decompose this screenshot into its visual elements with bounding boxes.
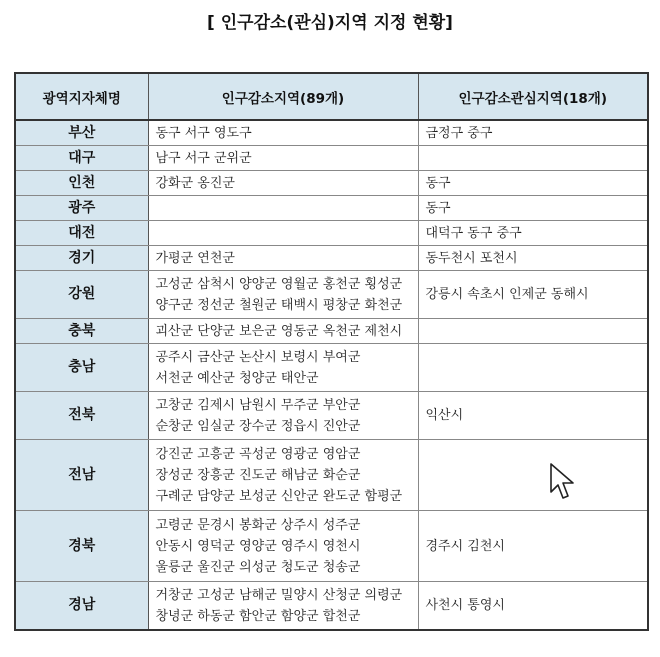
region-name-cell: 경북 [15,511,148,582]
interest-areas-cell [418,319,648,344]
decline-area-line: 창녕군 하동군 함안군 함양군 합천군 [155,608,361,624]
table-row [15,582,648,631]
table-row [15,221,648,246]
table-row [15,196,648,221]
interest-areas-cell: 동구 [418,196,648,221]
table-row [15,319,648,344]
interest-areas-cell: 대덕구 동구 중구 [418,221,648,246]
region-name-cell: 광주 [15,196,148,221]
table-row [15,392,648,440]
mouse-pointer-icon [549,462,577,502]
region-name-cell: 경기 [15,246,148,271]
region-name-cell: 전남 [15,440,148,511]
interest-areas-cell: 동구 [418,171,648,196]
decline-area-line: 순창군 임실군 장수군 정읍시 진안군 [155,418,361,434]
decline-area-line: 강진군 고흥군 곡성군 영광군 영암군 [155,446,361,462]
decline-areas-cell [148,146,418,171]
table-row [15,171,648,196]
decline-areas-cell [148,171,418,196]
decline-areas-cell [148,440,418,511]
decline-area-line: 가평군 연천군 [155,250,235,266]
decline-area-line: 구례군 담양군 보성군 신안군 완도군 함평군 [155,488,403,504]
interest-areas-cell: 익산시 [418,392,648,440]
interest-areas-cell: 경주시 김천시 [418,511,648,582]
decline-area-line: 괴산군 단양군 보은군 영동군 옥천군 제천시 [155,323,403,339]
header-region: 광역지자체명 [15,73,148,120]
decline-areas-cell [148,582,418,631]
page-title: [ 인구감소(관심)지역 지정 현황] [207,13,453,33]
decline-area-line: 울릉군 울진군 의성군 청도군 청송군 [155,559,361,575]
interest-areas-cell [418,146,648,171]
interest-areas-cell [418,440,648,511]
region-designation-table [14,72,649,631]
decline-area-line: 양구군 정선군 철원군 태백시 평창군 화천군 [155,297,403,313]
decline-areas-cell [148,344,418,392]
decline-area-line: 남구 서구 군위군 [155,150,252,166]
decline-areas-cell [148,221,418,246]
decline-areas-cell [148,246,418,271]
decline-areas-cell [148,319,418,344]
table-row [15,146,648,171]
table-row [15,344,648,392]
region-name-cell: 부산 [15,120,148,146]
region-name-cell: 강원 [15,271,148,319]
region-name-cell: 대구 [15,146,148,171]
decline-area-line: 강화군 옹진군 [155,175,235,191]
header-interest: 인구감소관심지역(18개) [418,73,648,120]
decline-area-line: 안동시 영덕군 영양군 영주시 영천시 [155,538,361,554]
table-row [15,271,648,319]
decline-area-line: 고창군 김제시 남원시 무주군 부안군 [155,397,361,413]
table-row [15,246,648,271]
region-name-cell: 충남 [15,344,148,392]
decline-areas-cell [148,392,418,440]
decline-area-line: 동구 서구 영도구 [155,125,252,141]
table-header-row [15,73,648,120]
interest-areas-cell: 금정구 중구 [418,120,648,146]
decline-area-line: 서천군 예산군 청양군 태안군 [155,370,319,386]
interest-areas-cell: 동두천시 포천시 [418,246,648,271]
header-decline: 인구감소지역(89개) [148,73,418,120]
decline-areas-cell [148,511,418,582]
table-row [15,120,648,146]
interest-areas-cell: 강릉시 속초시 인제군 동해시 [418,271,648,319]
region-name-cell: 경남 [15,582,148,631]
region-name-cell: 전북 [15,392,148,440]
decline-area-line: 공주시 금산군 논산시 보령시 부여군 [155,349,361,365]
region-name-cell: 충북 [15,319,148,344]
region-name-cell: 인천 [15,171,148,196]
decline-area-line: 고령군 문경시 봉화군 상주시 성주군 [155,517,361,533]
decline-areas-cell [148,120,418,146]
decline-areas-cell [148,271,418,319]
decline-area-line: 장성군 장흥군 진도군 해남군 화순군 [155,467,361,483]
decline-areas-cell [148,196,418,221]
interest-areas-cell: 사천시 통영시 [418,582,648,631]
table-row [15,511,648,582]
region-name-cell: 대전 [15,221,148,246]
interest-areas-cell [418,344,648,392]
decline-area-line: 고성군 삼척시 양양군 영월군 홍천군 횡성군 [155,276,403,292]
decline-area-line: 거창군 고성군 남해군 밀양시 산청군 의령군 [155,587,403,603]
